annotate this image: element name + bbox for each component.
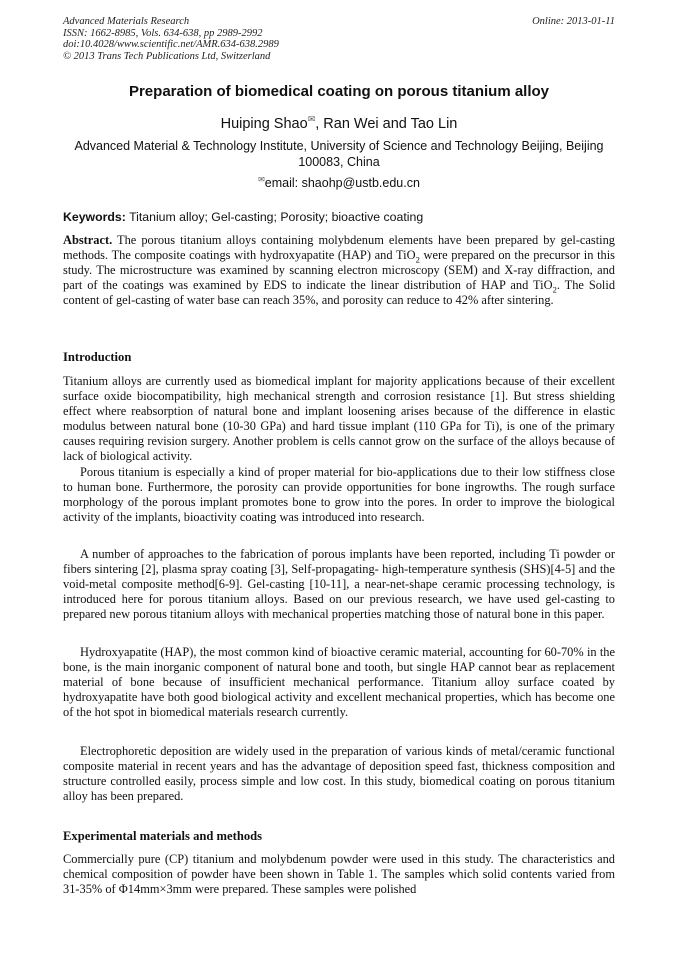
envelope-icon: ✉ [258,175,265,184]
email-text: email: shaohp@ustb.edu.cn [264,176,420,191]
abstract-text-3: . The Solid content of gel-casting of water base can reach 35%, and porosity can reduce to 42% after sintering. [63,278,616,308]
abstract [63,233,615,308]
section-heading-introduction: Introduction [63,350,132,364]
paragraph: Hydroxyapatite (HAP), the most common kind of bioactive ceramic material, accounting for 60-70% in the bone, is the main inorganic component of natural bone and tooth, but single HAP cannot bear as replacement material of bone because of insufficient mechanical performance. Titanium alloy surface coated by hydroxyapatite have both good biological activity and excellent mechanical properties, which has become one of the hot spot in biomedical materials research currently. [63,645,615,720]
envelope-icon: ✉ [307,114,316,124]
paragraph: Electrophoretic deposition are widely used in the preparation of various kinds of metal/ceramic functional composite material in recent years and has the advantage of deposition speed fast, thickness composition and structure controlled easily, process simple and low cost. In this study, biomedical coating on porous titanium alloy has been prepared. [63,744,615,804]
subscript: 2 [552,284,557,295]
paragraph: Commercially pure (CP) titanium and molybdenum powder were used in this study. The characteristics and chemical composition of powder have been shown in Table 1. The samples which solid contents varied from 31-35% of Φ14mm×3mm were prepared. These samples were polished [63,852,615,897]
abstract-text-1: The porous titanium alloys containing molybdenum elements have been prepared by gel-casting methods. The composite coatings with hydroxyapatite (HAP) and TiO [63,233,615,263]
co-authors: , Ran Wei and Tao Lin [315,115,458,132]
paper-title: Preparation of biomedical coating on porous titanium alloy [128,83,550,100]
subscript: 2 [415,254,420,265]
copyright-line: © 2013 Trans Tech Publications Ltd, Switzerland [63,50,271,62]
paragraph: A number of approaches to the fabrication of porous implants have been reported, including Ti powder or fibers sintering [2], plasma spray coating [3], Self-propagating- high-temperature synthesis (SHS)[4-5] and the void-metal composite method[6-9]. Gel-casting [10-11], a near-net-shape ceramic processing technology, is introduced here for porous titanium alloys. Based on our previous research, we have used gel-casting to prepared new porous titanium alloys with mechanical properties matching those of natural bone in this paper. [63,547,615,622]
author-list [63,114,615,132]
affiliation: Advanced Material & Technology Institute, University of Science and Technology Beijing, Beijing 100083, China [74,139,604,169]
paragraph: Titanium alloys are currently used as biomedical implant for majority applications because of their excellent surface oxide biocompatibility, high mechanical strength and corrosion resistance [1]. But stress shielding effect where reabsorption of natural bone and implant loosening arises because of the difference in elastic modulus between natural bone (10-30 GPa) and hard tissue implant (110 GPa for Ti), is one of the primary causes requiring revision surgery. Another problem is cells cannot grow on the surface of the alloys because of lack of biological activity. [63,374,615,464]
paragraph: Porous titanium is especially a kind of proper material for bio-applications due to their low stiffness close to human bone. Furthermore, the porosity can provide opportunities for bone ingrowths. The rough surface morphology of the porous implant promotes bone to grow into the pores. In order to improve the biological activity of the implants, bioactivity coating was introduced into research. [63,465,615,525]
doi-line: doi:10.4028/www.scientific.net/AMR.634-638.2989 [63,39,279,50]
section-heading-experimental: Experimental materials and methods [63,829,263,843]
contact-email [63,175,615,190]
journal-name: Advanced Materials Research [63,16,190,27]
corresponding-author: Huiping Shao [220,115,308,132]
keywords-label: Keywords: [63,210,126,224]
keywords-text: Titanium alloy; Gel-casting; Porosity; bioactive coating [125,210,424,224]
abstract-label: Abstract. [63,233,113,247]
journal-header [63,16,615,62]
keywords [63,210,615,224]
abstract-text-2: were prepared on the precursor in this study. The microstructure was examined by scanning electron microscopy (SEM) and X-ray diffraction, and part of the coatings was examined by EDS to indicate the linear distribution of HAP and TiO [63,248,615,293]
online-date: Online: 2013-01-11 [532,16,615,27]
issn-line: ISSN: 1662-8985, Vols. 634-638, pp 2989-2992 [63,27,263,39]
